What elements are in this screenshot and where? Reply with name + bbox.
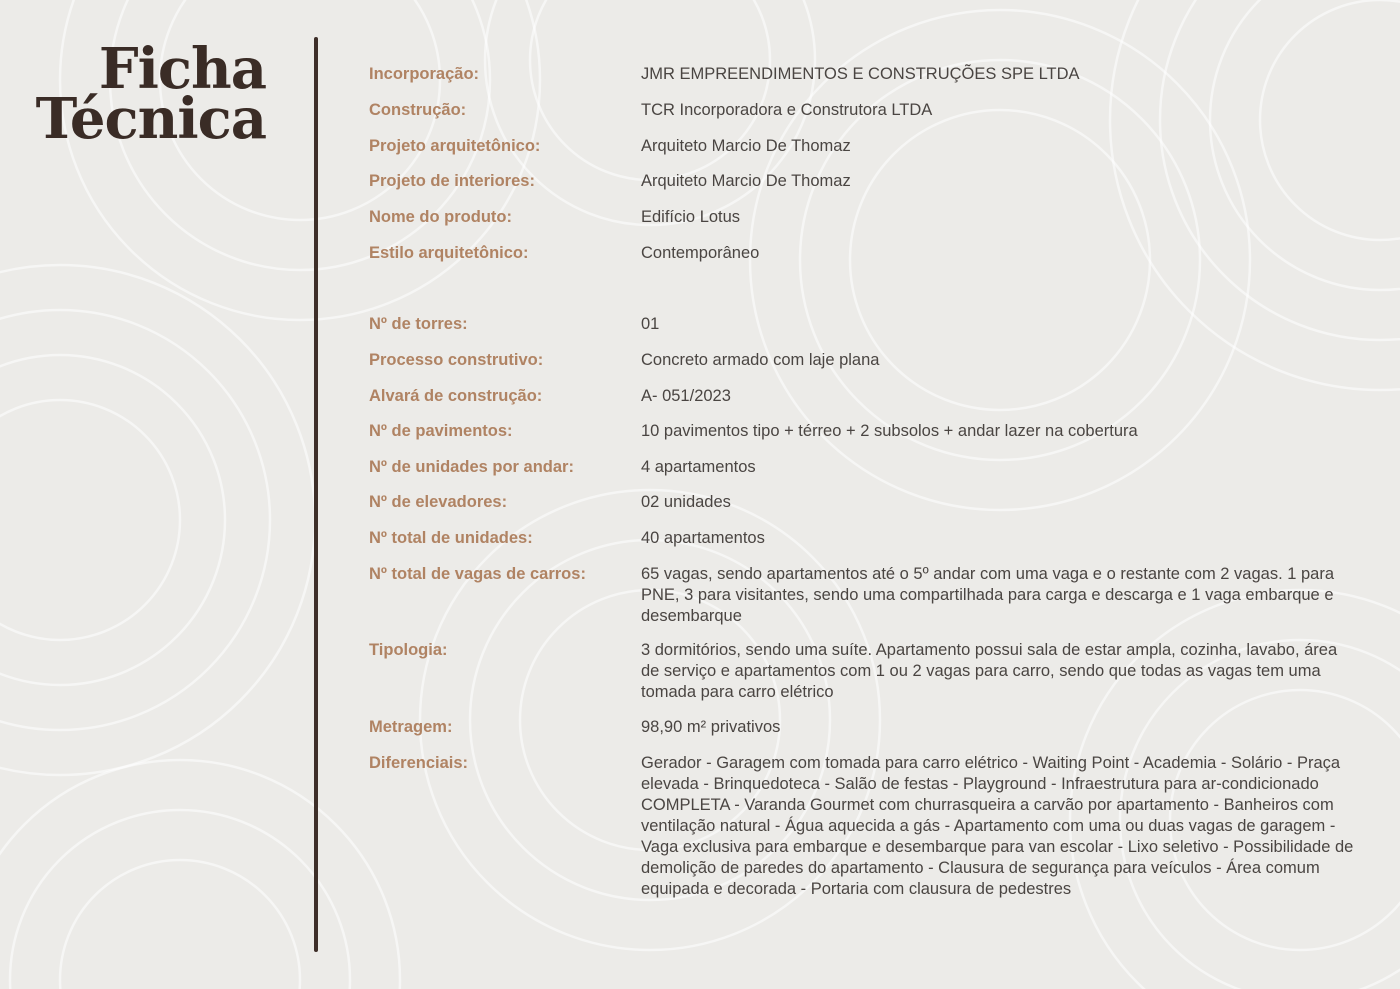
spec-label: Nome do produto:	[369, 208, 512, 226]
spec-label: Alvará de construção:	[369, 387, 543, 405]
spec-row-projeto-interiores	[369, 171, 1354, 192]
spec-value: 98,90 m² privativos	[641, 718, 781, 736]
spec-value: JMR EMPREENDIMENTOS E CONSTRUÇÕES SPE LTDA	[641, 65, 1080, 83]
spec-label: Nº de unidades por andar:	[369, 458, 574, 476]
spec-label: Diferenciais:	[369, 754, 469, 772]
spec-row-unidades-por-andar	[369, 457, 1354, 478]
spec-row-vagas-carros	[369, 564, 1354, 627]
vertical-divider	[314, 37, 318, 952]
spec-value: Edifício Lotus	[641, 208, 741, 226]
spec-label: Processo construtivo:	[369, 351, 544, 369]
spec-row-pavimentos	[369, 421, 1354, 442]
spec-label: Nº de torres:	[369, 315, 468, 333]
spec-row-incorporacao	[369, 64, 1354, 85]
spec-row-alvara	[369, 386, 1354, 407]
spec-value: 10 pavimentos tipo + térreo + 2 subsolos + andar lazer na cobertura	[641, 422, 1138, 440]
spec-list	[369, 64, 1354, 900]
spec-row-nome-produto	[369, 207, 1354, 228]
spec-row-elevadores	[369, 492, 1354, 513]
spec-row-tipologia	[369, 640, 1354, 703]
spec-label: Incorporação:	[369, 65, 480, 83]
spec-label: Construção:	[369, 101, 467, 119]
spec-row-processo-construtivo	[369, 350, 1354, 371]
spec-row-metragem	[369, 717, 1354, 738]
spec-value: 40 apartamentos	[641, 529, 765, 547]
spec-label: Nº total de unidades:	[369, 529, 533, 547]
spec-value: TCR Incorporadora e Construtora LTDA	[641, 101, 933, 119]
spec-row-construcao	[369, 100, 1354, 121]
spec-value: 4 apartamentos	[641, 458, 756, 476]
spec-value: Arquiteto Marcio De Thomaz	[641, 137, 851, 155]
spec-value: 65 vagas, sendo apartamentos até o 5º andar com uma vaga e o restante com 2 vagas. 1 para PNE, 3 para visitantes, sendo uma compartilhada para carga e descarga e 1 vaga embarque e desembarque	[641, 565, 1335, 625]
spec-value: 3 dormitórios, sendo uma suíte. Apartamento possui sala de estar ampla, cozinha, lavabo, área de serviço e apartamentos com 1 ou 2 vagas para carro, sendo que todas as vagas tem uma tomada para carro elétrico	[641, 641, 1338, 701]
spec-label: Nº de pavimentos:	[369, 422, 513, 440]
spec-label: Nº de elevadores:	[369, 493, 508, 511]
spec-row-projeto-arquitetonico	[369, 136, 1354, 157]
spec-row-estilo	[369, 243, 1354, 264]
page-title	[30, 36, 266, 152]
spec-value: Gerador - Garagem com tomada para carro elétrico - Waiting Point - Academia - Solário - Praça elevada - Brinquedoteca - Salão de festas - Playground - Infraestrutura para ar-condicionado COMPLETA - Varanda Gourmet com churrasqueira a carvão por apartamento - Banheiros com ventilação natural - Água aquecida a gás - Apartamento com uma ou duas vagas de garagem - Vaga exclusiva para embarque e desembarque para van escolar - Lixo seletivo - Possibilidade de demolição de paredes do apartamento - Clausura de segurança para veículos - Área comum equipada e decorada - Portaria com clausura de pedestres	[641, 754, 1354, 898]
title-line-2: Técnica	[35, 86, 266, 152]
spec-row-total-unidades	[369, 528, 1354, 549]
spec-label: Projeto arquitetônico:	[369, 137, 541, 155]
spec-value: A- 051/2023	[641, 387, 731, 405]
spec-label: Projeto de interiores:	[369, 172, 535, 190]
title-line-1: Ficha	[98, 36, 266, 102]
spec-value: 02 unidades	[641, 493, 731, 511]
spec-label: Nº total de vagas de carros:	[369, 565, 586, 583]
spec-label: Tipologia:	[369, 641, 448, 659]
spec-value: Concreto armado com laje plana	[641, 351, 880, 369]
spec-label: Metragem:	[369, 718, 453, 736]
spec-row-torres	[369, 314, 1354, 335]
spec-value: Arquiteto Marcio De Thomaz	[641, 172, 851, 190]
spec-label: Estilo arquitetônico:	[369, 244, 529, 262]
spec-value: Contemporâneo	[641, 244, 760, 262]
spec-row-diferenciais	[369, 753, 1354, 900]
spec-value: 01	[641, 315, 660, 333]
